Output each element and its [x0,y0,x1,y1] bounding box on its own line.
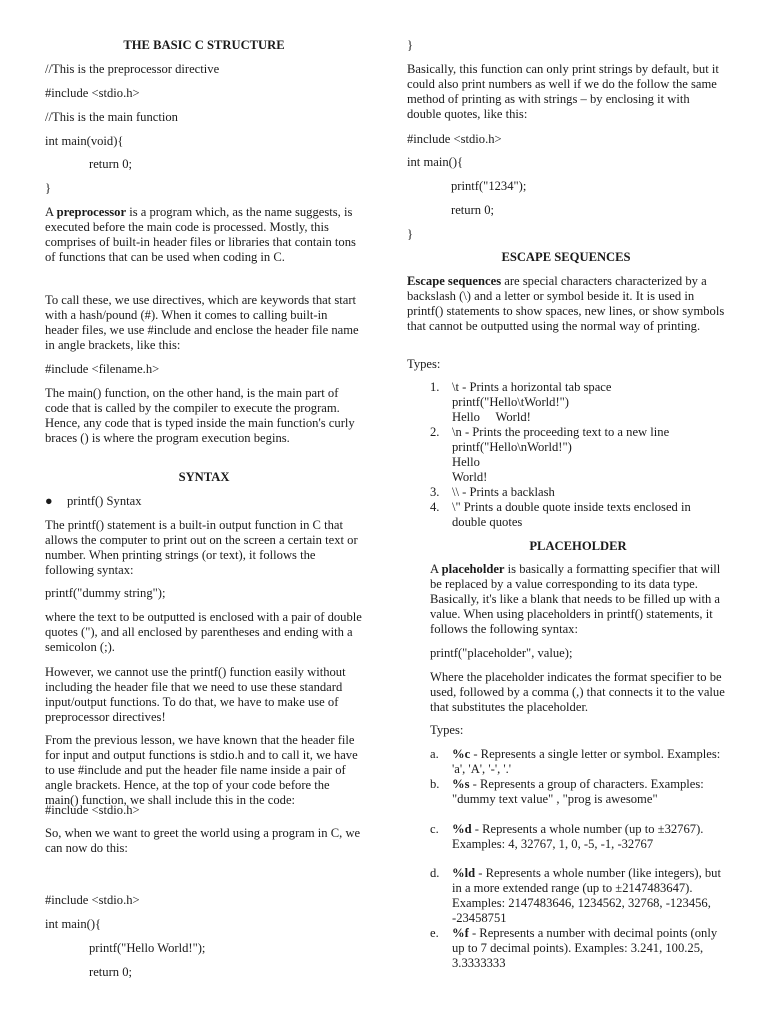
preprocessor-paragraph: A preprocessor is a program which, as the name suggests, is executed before the main code is processed. Mostly, this comprises of built-in header files or libraries that contain tons of functions that can be used when coding in C. [45,205,356,264]
code-line: printf("Hello World!"); [89,941,206,955]
code-line: #include <stdio.h> [407,132,502,146]
page-title: THE BASIC C STRUCTURE [123,38,285,52]
code-line: return 0; [89,157,133,171]
directives-paragraph: To call these, we use directives, which are keywords that start with a hash/pound (#). When it comes to calling built-in header files, we use #include and enclose the header file name in angle brackets, like this: [45,293,359,352]
code-line: #include <stdio.h> [45,803,140,817]
list-item: 2. \n - Prints the proceeding text to a new line printf("Hello\nWorld!") Hello World! [430,425,670,484]
bullet-icon: ● [45,494,53,508]
section-heading-syntax: SYNTAX [178,470,230,484]
code-line: printf("1234"); [451,179,527,193]
bullet-item: ● printf() Syntax [45,494,142,508]
printf-paragraph: The printf() statement is a built-in output function in C that allows the computer to print out on the screen a certain text or number. When printing strings (or text), it follows the following syntax: [45,518,358,577]
list-item: c. %d - Represents a whole number (up to ±32767). Examples: 4, 32767, 1, 0, -5, -1, -32767 [430,822,704,851]
greet-paragraph: So, when we want to greet the world using a program in C, we can now do this: [45,826,361,855]
section-heading-escape: ESCAPE SEQUENCES [501,250,631,264]
list-item: d. %ld - Represents a whole number (like integers), but in a more extended range (up to ±2147483647). Examples: 2147483646, 1234562, 32768, -123456, -23458751 [430,866,721,925]
code-line: //This is the preprocessor directive [45,62,220,76]
section-heading-placeholder: PLACEHOLDER [529,539,627,553]
types-label: Types: [430,723,464,737]
code-line: } [407,38,414,52]
where-placeholder-paragraph: Where the placeholder indicates the format specifier to be used, followed by a comma (,) that connects it to the value that substitutes the placeholder. [430,670,725,714]
code-line: printf("dummy string"); [45,586,166,600]
types-label: Types: [407,357,441,371]
however-paragraph: However, we cannot use the printf() function easily without including the header file that we need to use these standard input/output functions. To do that, we have to make use of preprocessor directives! [45,665,346,724]
code-line: int main(){ [45,917,102,931]
code-line: int main(){ [407,155,464,169]
list-item: a. %c - Represents a single letter or symbol. Examples: 'a', 'A', '-', '.' [430,747,721,776]
code-line: int main(void){ [45,134,124,148]
escape-list [430,0,726,1024]
list-item: e. %f - Represents a number with decimal points (only up to 7 decimal points). Examples: 3.241, 100.25, 3.3333333 [430,926,718,970]
previous-lesson-paragraph: From the previous lesson, we have known that the header file for input and output functions is stdio.h and to call it, we have to use #include and put the header file name inside a pair of angle brackets. Hence, at the top of your code before the main() function, we shall include this in the code: [45,733,358,807]
code-line: } [407,227,414,241]
list-item: 3. \\ - Prints a backlash [430,485,555,499]
code-line: #include <stdio.h> [45,893,140,907]
code-line: #include <stdio.h> [45,86,140,100]
where-paragraph: where the text to be outputted is enclosed with a pair of double quotes ("), and all enclosed by parentheses and ending with a semicolon (;). [45,610,362,654]
placeholder-paragraph: A placeholder is basically a formatting specifier that will be replaced by a value corresponding to its data type. Basically, it's like a blank that needs to be filled up with a value. When using placeholders in printf() statements, it follows the following syntax: [430,562,721,636]
basically-paragraph: Basically, this function can only print strings by default, but it could also print numbers as well if we do the follow the same method of printing as with strings – by enclosing it with double quotes, like this: [407,62,719,121]
code-line: } [45,181,52,195]
list-item: 4. \" Prints a double quote inside texts enclosed in double quotes [430,500,691,529]
main-function-paragraph: The main() function, on the other hand, is the main part of code that is called by the compiler to execute the program. Hence, any code that is typed inside the main function's curly braces () is where the program execution begins. [45,386,355,445]
code-line: return 0; [451,203,495,217]
code-line: //This is the main function [45,110,178,124]
escape-paragraph: Escape sequences are special characters characterized by a backslash (\) and a letter or symbol beside it. It is used in printf() statements to show spaces, new lines, or show symbols that cannot be outputted using the normal way of printing. [407,274,725,333]
left-column [45,0,363,1024]
list-item: 1. \t - Prints a horizontal tab space printf("Hello\tWorld!") Hello World! [430,380,612,424]
code-line: printf("placeholder", value); [430,646,573,660]
code-line: #include <filename.h> [45,362,160,376]
code-line: return 0; [89,965,133,979]
list-item: b. %s - Represents a group of characters. Examples: "dummy text value" , "prog is awesome" [430,777,704,806]
